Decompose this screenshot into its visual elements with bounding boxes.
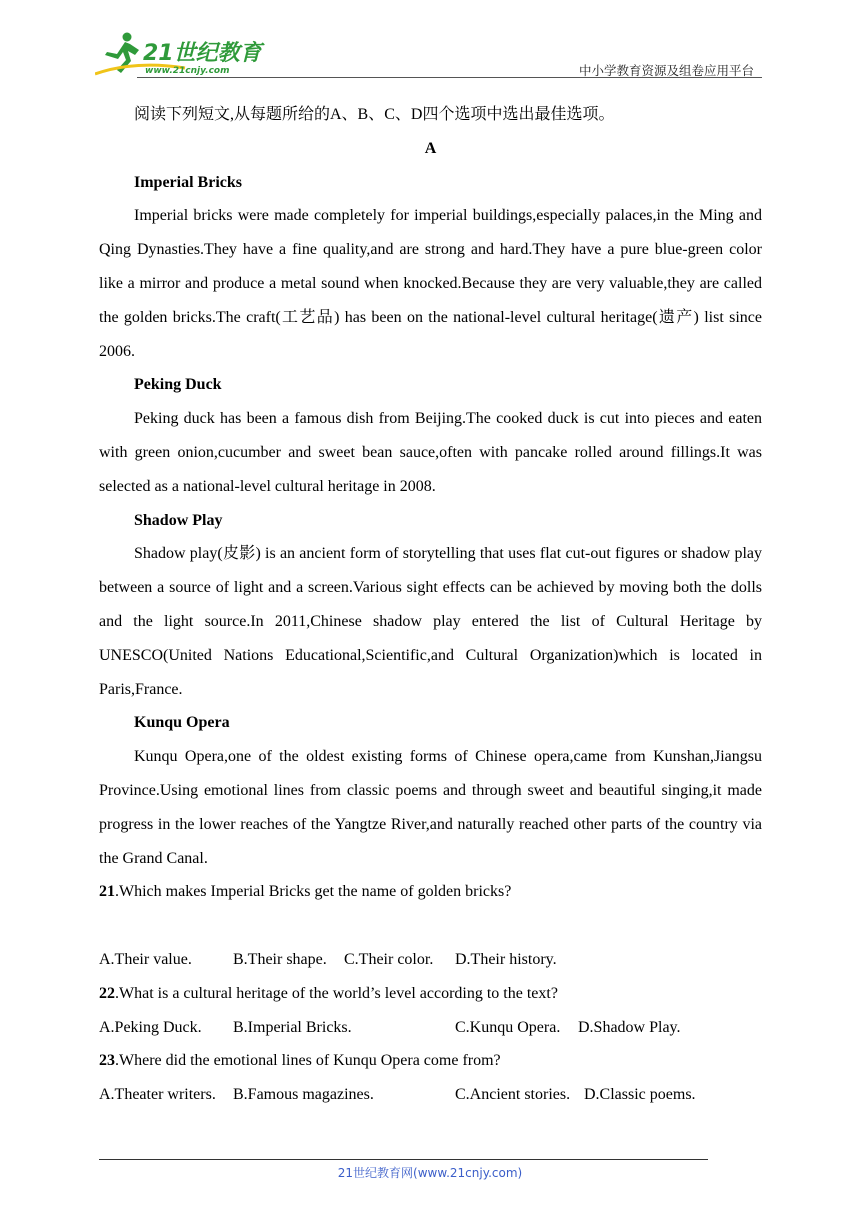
question-22: [99, 977, 762, 1011]
question-text: .Where did the emotional lines of Kunqu Opera come from?: [115, 1052, 501, 1070]
section-label: A: [424, 139, 437, 157]
footer-text: 21世纪教育网(www.21cnjy.com): [337, 1166, 523, 1180]
logo-text: 21世纪教育: [143, 41, 262, 66]
paragraph-peking-duck: Peking duck has been a famous dish from Beijing.The cooked duck is cut into pieces and eaten with green onion,cucumber and sweet bean sauce,often with pancake rolled around fillings.It was selected as a national-level cultural heritage in 2008.: [99, 410, 762, 495]
question-text: .Which makes Imperial Bricks get the name of golden bricks?: [115, 883, 512, 901]
question-21: [99, 875, 762, 909]
option-a: A.Their value.: [99, 950, 192, 968]
paragraph-kunqu-opera: Kunqu Opera,one of the oldest existing forms of Chinese opera,came from Kunshan,Jiangsu Province.Using emotional lines from classic poems and through sweet and beautiful singing,it made progress in the lower reaches of the Yangtze River,and naturally reached other parts of the country via the Grand Canal.: [99, 748, 762, 867]
options-22: [99, 1011, 762, 1045]
paragraph-imperial-bricks: Imperial bricks were made completely for imperial buildings,especially palaces,in the Ming and Qing Dynasties.They have a fine quality,and are strong and hard.They have a pure blue-green color like a mirror and produce a metal sound when knocked.Because they are very valuable,they are called the golden bricks.The craft(工艺品) has been on the national-level cultural heritage(遗产) list since 2006.: [99, 207, 762, 360]
logo: [95, 30, 265, 78]
option-a: A.Peking Duck.: [99, 1018, 202, 1036]
heading-imperial-bricks: Imperial Bricks: [134, 173, 242, 191]
logo-url: www.21cnjy.com: [145, 66, 230, 76]
option-b: B.Imperial Bricks.: [233, 1018, 352, 1036]
options-21: [99, 943, 762, 977]
spacer: [99, 909, 762, 943]
option-c: C.Ancient stories.: [455, 1086, 571, 1104]
option-a: A.Theater writers.: [99, 1086, 216, 1104]
question-number: 22: [99, 984, 115, 1002]
option-b: B.Famous magazines.: [233, 1086, 374, 1104]
instruction: 阅读下列短文,从每题所给的A、B、C、D四个选项中选出最佳选项。: [134, 106, 615, 123]
option-d: D.Classic poems.: [584, 1086, 696, 1104]
footer-divider: [99, 1159, 708, 1160]
heading-peking-duck: Peking Duck: [134, 376, 222, 394]
heading-shadow-play: Shadow Play: [134, 511, 223, 529]
option-b: B.Their shape.: [233, 950, 327, 968]
page-header: [95, 30, 762, 78]
header-divider: [137, 77, 762, 78]
paragraph-shadow-play: Shadow play(皮影) is an ancient form of storytelling that uses flat cut-out figures or shadow play between a source of light and a screen.Various sight effects can be achieved by moving both the dolls and the light source.In 2011,Chinese shadow play entered the list of Cultural Heritage by UNESCO(United Nations Educational,Scientific,and Cultural Organization)which is located in Paris,France.: [99, 545, 762, 698]
option-d: D.Shadow Play.: [578, 1018, 681, 1036]
question-number: 23: [99, 1052, 115, 1070]
question-text: .What is a cultural heritage of the world’s level according to the text?: [115, 984, 558, 1002]
option-c: C.Kunqu Opera.: [455, 1018, 561, 1036]
header-platform-text: 中小学教育资源及组卷应用平台: [578, 63, 754, 78]
option-c: C.Their color.: [344, 950, 434, 968]
document-body: [99, 98, 762, 1112]
question-23: [99, 1044, 762, 1078]
question-number: 21: [99, 883, 115, 901]
heading-kunqu-opera: Kunqu Opera: [134, 714, 230, 732]
option-d: D.Their history.: [455, 950, 557, 968]
options-23: [99, 1078, 762, 1112]
